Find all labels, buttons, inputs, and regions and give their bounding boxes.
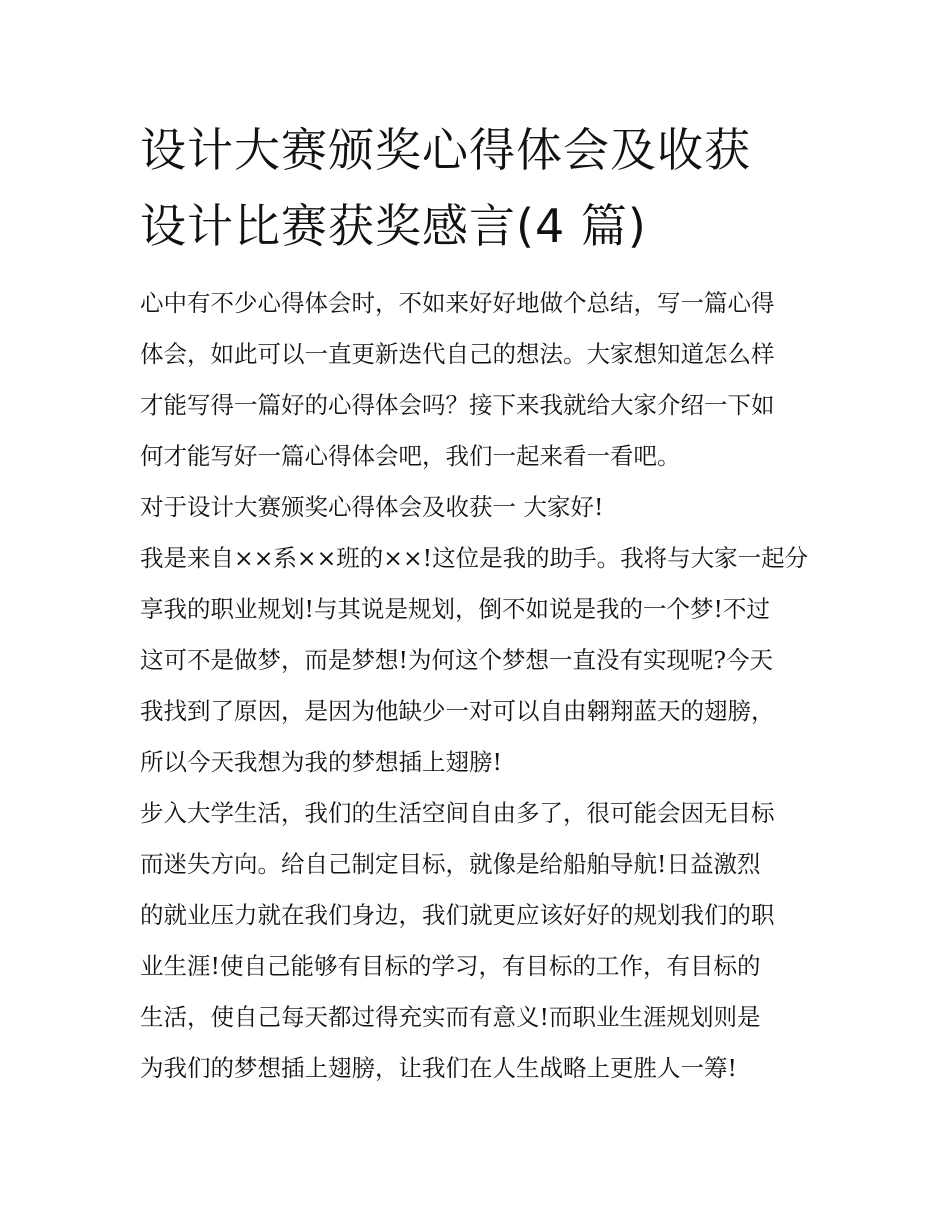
body-line: 我是来自××系××班的××!这位是我的助手。我将与大家一起分 [140, 544, 809, 572]
body-line: 何才能写好一篇心得体会吧，我们一起来看一看吧。 [140, 442, 681, 470]
body-line: 才能写得一篇好的心得体会吗？接下来我就给大家介绍一下如 [140, 391, 775, 419]
body-line: 而迷失方向。给自己制定目标，就像是给船舶导航!日益激烈 [140, 850, 761, 878]
body-line: 业生涯!使自己能够有目标的学习，有目标的工作，有目标的 [140, 952, 761, 980]
body-line: 生活，使自己每天都过得充实而有意义!而职业生涯规划则是 [140, 1003, 761, 1031]
title-line-1: 设计大赛颁奖心得体会及收获 [140, 123, 751, 177]
document-body [140, 278, 820, 1094]
body-line: 所以今天我想为我的梦想插上翅膀! [140, 748, 502, 776]
body-line: 为我们的梦想插上翅膀，让我们在人生战略上更胜人一筹! [140, 1054, 737, 1082]
body-line: 的就业压力就在我们身边，我们就更应该好好的规划我们的职 [140, 901, 775, 929]
body-line: 对于设计大赛颁奖心得体会及收获一 大家好! [140, 493, 604, 521]
body-line: 步入大学生活，我们的生活空间自由多了，很可能会因无目标 [140, 799, 775, 827]
body-line: 这可不是做梦，而是梦想!为何这个梦想一直没有实现呢?今天 [140, 646, 774, 674]
body-line: 心中有不少心得体会时，不如来好好地做个总结，写一篇心得 [140, 289, 775, 317]
title-line-2: 设计比赛获奖感言(4 篇) [140, 199, 647, 253]
document-title [140, 112, 830, 264]
body-line: 享我的职业规划!与其说是规划，倒不如说是我的一个梦!不过 [140, 595, 770, 623]
body-line: 体会，如此可以一直更新迭代自己的想法。大家想知道怎么样 [140, 340, 775, 368]
body-line: 我找到了原因，是因为他缺少一对可以自由翱翔蓝天的翅膀， [140, 697, 775, 725]
